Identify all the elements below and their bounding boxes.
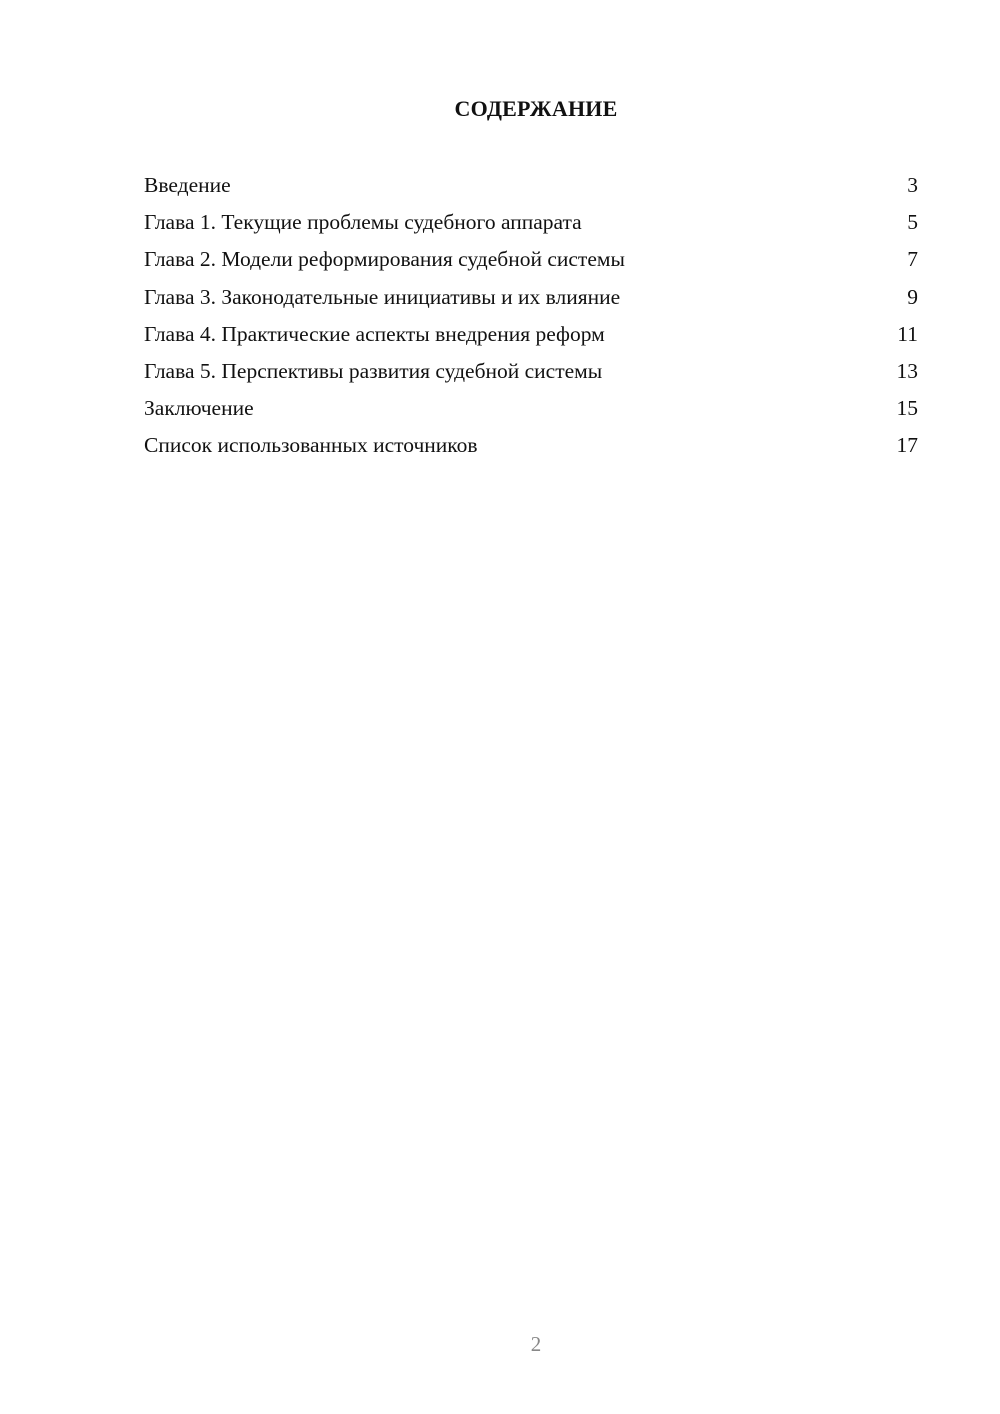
toc-entry bbox=[144, 280, 918, 317]
toc-entry-title: Глава 1. Текущие проблемы судебного аппарата bbox=[144, 210, 582, 235]
toc-entry-page: 11 bbox=[897, 321, 918, 346]
toc-entry-title: Глава 5. Перспективы развития судебной системы bbox=[144, 358, 603, 383]
toc-entry-page: 7 bbox=[907, 247, 918, 272]
toc-entry-page: 9 bbox=[907, 284, 918, 309]
toc-entry bbox=[144, 168, 918, 205]
page-number: 2 bbox=[530, 1332, 542, 1356]
toc-entry-title: Заключение bbox=[144, 396, 254, 421]
toc-entry-page: 15 bbox=[896, 396, 918, 421]
toc-entry-title: Список использованных источников bbox=[144, 433, 478, 458]
toc-entry bbox=[144, 354, 918, 391]
toc-entry bbox=[144, 205, 918, 242]
toc-entry-title: Глава 3. Законодательные инициативы и их влияние bbox=[144, 284, 621, 309]
toc-heading: СОДЕРЖАНИЕ bbox=[454, 96, 618, 121]
toc-list bbox=[144, 168, 918, 466]
toc-entry-page: 13 bbox=[896, 358, 918, 383]
toc-entry-page: 5 bbox=[907, 210, 918, 235]
toc-entry bbox=[144, 391, 918, 428]
toc-entry bbox=[144, 428, 918, 465]
toc-entry-title: Глава 2. Модели реформирования судебной системы bbox=[144, 247, 625, 272]
toc-entry bbox=[144, 242, 918, 279]
toc-entry-page: 17 bbox=[896, 433, 918, 458]
toc-entry-title: Глава 4. Практические аспекты внедрения реформ bbox=[144, 321, 605, 346]
toc-entry-title: Введение bbox=[144, 173, 231, 197]
toc-entry bbox=[144, 317, 918, 354]
toc-entry-page: 3 bbox=[907, 173, 918, 197]
